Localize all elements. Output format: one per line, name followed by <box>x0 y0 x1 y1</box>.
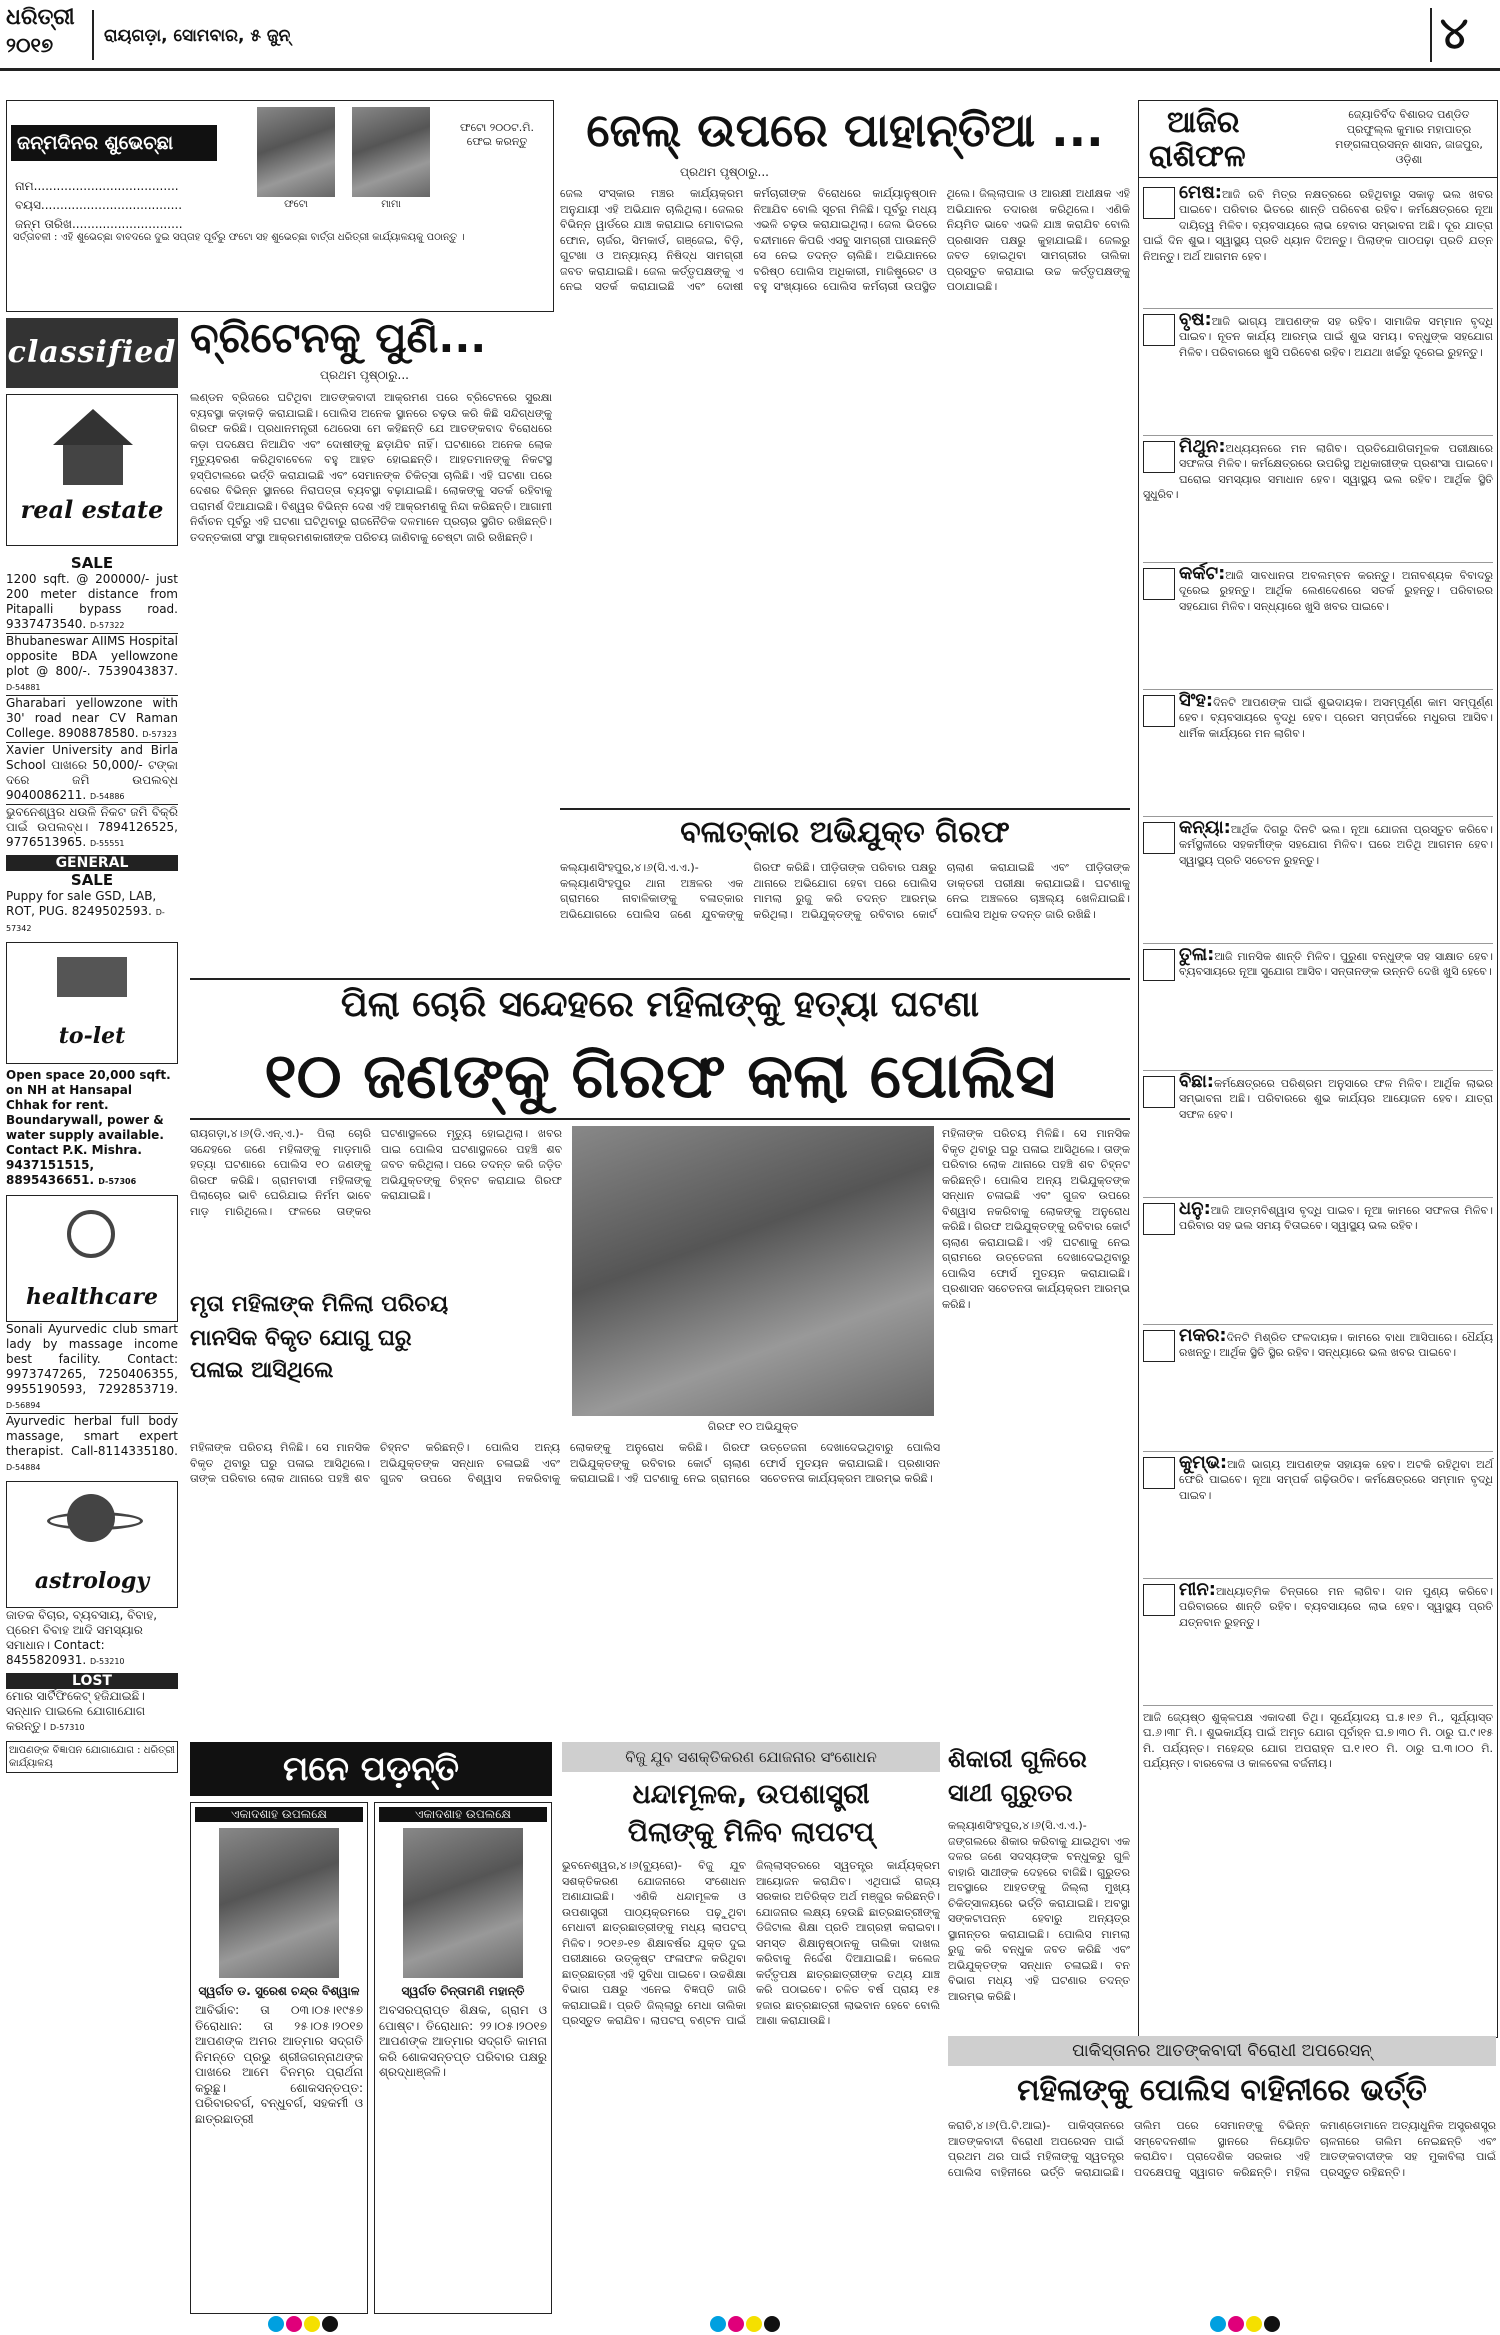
zodiac-name: ତୁଳା: <box>1179 944 1215 965</box>
zodiac-name: ଧନୁ: <box>1179 1198 1211 1219</box>
zodiac-name: ମେଷ: <box>1179 182 1222 203</box>
birthday-title: ଜନ୍ମଦିନର ଶୁଭେଚ୍ଛା <box>11 125 217 161</box>
photo-caption-2: ମାମା <box>381 199 401 210</box>
hunter-body: କଲ୍ୟାଣସିଂହପୁର,୪।୬(ସି.ଏ.ଏ.)- ଜଙ୍ଗଲରେ ଶିକାର କରିବାକୁ ଯାଇଥିବା ଏକ ଦଳର ଜଣେ ସଦସ୍ୟଙ୍କ ବନ୍ଧୁକରୁ ଗୁଳି ବାହାରି ସାଥୀଙ୍କ ଦେହରେ ବାଜିଛି। ଗୁରୁତର ଅବସ୍ଥାରେ ଆହତଙ୍କୁ ଜିଲ୍ଲା ମୁଖ୍ୟ ଚିକିତ୍ସାଳୟରେ ଭର୍ତ୍ତି କରାଯାଇଛି। ଅବସ୍ଥା ସଙ୍କଟାପନ୍ନ ହେବାରୁ ଅନ୍ୟତ୍ର ସ୍ଥାନାନ୍ତର କରାଯାଇଛି। ପୋଲିସ ମାମଲା ରୁଜୁ କରି ବନ୍ଧୁକ ଜବତ କରିଛି ଏବଂ ଅଭିଯୁକ୍ତଙ୍କ ସନ୍ଧାନ ଚଳାଇଛି। ବନ ବିଭାଗ ମଧ୍ୟ ଏହି ଘଟଣାର ତଦନ୍ତ ଆରମ୍ଭ କରିଛି। <box>948 1819 1130 2003</box>
zodiac-list <box>1139 178 1497 1776</box>
zodiac-symbol-icon <box>1143 441 1175 473</box>
classified-ad: ଭୁବନେଶ୍ୱର ଧଉଳି ନିକଟ ଜମି ବିକ୍ରି ପାଇଁ ଉପଲବ୍ଧ। 7894126525, 9776513965. D-55551 <box>6 805 178 849</box>
sale-heading-2: SALE <box>70 871 114 889</box>
mob-kicker: ପିଲା ଚୋରି ସନ୍ଦେହରେ ମହିଳାଙ୍କୁ ହତ୍ୟା ଘଟଣା <box>340 984 980 1025</box>
zodiac-name: ବୃଷ: <box>1179 309 1212 330</box>
sale-heading: SALE <box>70 554 114 572</box>
cyan-mark <box>710 2316 726 2332</box>
zodiac-text: ଦିନଟି ମିଶ୍ରିତ ଫଳଦାୟକ। କାମରେ ବାଧା ଆସିପାରେ। ଧୈର୍ଯ୍ୟ ରଖନ୍ତୁ। ଆର୍ଥିକ ସ୍ଥିତି ସ୍ଥିର ରହିବ। ସନ୍ଧ୍ୟାରେ ଭଲ ଖବର ପାଇବେ। <box>1179 1331 1493 1360</box>
birthday-box <box>6 100 554 312</box>
to-let-label: to-let <box>58 1023 126 1049</box>
zodiac-name: କର୍କଟ: <box>1179 563 1226 584</box>
zodiac-entry <box>1143 563 1493 690</box>
logo-text: ଧରିତ୍ରୀ <box>6 5 75 30</box>
zodiac-symbol-icon <box>1143 1584 1175 1616</box>
pak-headline: ମହିଳାଙ୍କୁ ପୋଲିସ ବାହିନୀରେ ଭର୍ତ୍ତି <box>1017 2073 1427 2108</box>
mob-subhead-2: ମାନସିକ ବିକୃତ ଯୋଗୁ ଘରୁ <box>190 1326 412 1351</box>
zodiac-entry <box>1143 182 1493 309</box>
birthday-terms: ସର୍ତ୍ତାବଳୀ : ଏହି ଶୁଭେଚ୍ଛା ବାବଦରେ ଦୁଇ ସପ୍ତାହ ପୂର୍ବରୁ ଫଟୋ ସହ ଶୁଭେଚ୍ଛା ବାର୍ତ୍ତା ଧରିତ୍ରୀ କାର୍ଯ୍ୟାଳୟକୁ ପଠାନ୍ତୁ । <box>13 232 465 243</box>
photo-caption: ଗିରଫ ୧୦ ଅଭିଯୁକ୍ତ <box>707 1420 799 1433</box>
black-mark <box>1264 2316 1280 2332</box>
age-field: ବୟସ..................................... <box>15 198 183 212</box>
classified-ad: Bhubaneswar AIIMS Hospital opposite BDA yellowzone plot @ 800/-. 7539043837. D-54881 <box>6 633 178 695</box>
laptop-kicker: ବିଜୁ ଯୁବ ସଶକ୍ତିକରଣ ଯୋଜନାର ସଂଶୋଧନ <box>562 1742 940 1772</box>
zodiac-name: ମୀନ: <box>1179 1579 1216 1600</box>
zodiac-entry <box>1143 436 1493 563</box>
zodiac-symbol-icon <box>1143 949 1175 981</box>
to-let-graphic <box>6 942 178 1064</box>
zodiac-symbol-icon <box>1143 187 1175 219</box>
real-estate-ads <box>6 572 178 851</box>
astrology-label: astrology <box>34 1568 150 1594</box>
pak-body: କରାଚି,୪।୬(ପି.ଟି.ଆଇ)- ପାକିସ୍ତାନରେ ଆତଙ୍କବାଦୀ ବିରୋଧୀ ଅପରେସନ ପାଇଁ ପ୍ରଥମ ଥର ପାଇଁ ମହିଳାଙ୍କୁ ସ୍ୱତନ୍ତ୍ର ପୋଲିସ ବାହିନୀରେ ଭର୍ତ୍ତି କରାଯାଇଛି। ତାଲିମ ପରେ ସେମାନଙ୍କୁ ବିଭିନ୍ନ ସମ୍ବେଦନଶୀଳ ସ୍ଥାନରେ ନିୟୋଜିତ କରାଯିବ। ପ୍ରାଦେଶିକ ସରକାର ଏହି ପଦକ୍ଷେପକୁ ସ୍ୱାଗତ କରିଛନ୍ତି। ମହିଳା କମାଣ୍ଡୋମାନେ ଅତ୍ୟାଧୁନିକ ଅସ୍ତ୍ରଶସ୍ତ୍ର ଚାଳନାରେ ତାଲିମ ନେଇଛନ୍ତି ଏବଂ ଆତଙ୍କବାଦୀଙ୍କ ସହ ମୁକାବିଲା ପାଇଁ ପ୍ରସ୍ତୁତ ରହିଛନ୍ତି। <box>948 2119 1496 2179</box>
page-number: ୪ <box>1440 8 1469 59</box>
rape-headline: ବଳାତ୍କାର ଅଭିଯୁକ୍ତ ଗିରଫ <box>680 815 1010 850</box>
rashifal-box <box>1138 100 1498 2038</box>
classified-column <box>6 318 178 2308</box>
zodiac-entry <box>1143 1579 1493 1706</box>
lost-heading: LOST <box>6 1673 178 1689</box>
classified-ad: Puppy for sale GSD, LAB, ROT, PUG. 8249502593. D-57342 <box>6 889 165 933</box>
classified-ad: ଜାତକ ବିଚାର, ବ୍ୟବସାୟ, ବିବାହ, ପ୍ରେମ ବିବାହ ଆଦି ସମସ୍ୟାର ସମାଧାନ। Contact: 8455820931. D-53210 <box>6 1608 158 1667</box>
classified-ad: Open space 20,000 sqft. on NH at Hansapal Chhak for rent. Boundarywall, power & water supply available. Contact P.K. Mishra. 9437151515, 8895436651. D-57306 <box>6 1068 171 1187</box>
zodiac-name: ବିଛା: <box>1179 1071 1214 1092</box>
memorial-card-1 <box>190 1802 368 2314</box>
zodiac-text: ଦିନଟି ଆପଣଙ୍କ ପାଇଁ ଶୁଭଦାୟକ। ଅସମ୍ପୂର୍ଣ୍ଣ କାମ ସମ୍ପୂର୍ଣ୍ଣ ହେବ। ବ୍ୟବସାୟରେ ବୃଦ୍ଧି ହେବ। ପ୍ରେମ ସମ୍ପର୍କରେ ମଧୁରତା ଆସିବ। ଧାର୍ମିକ କାର୍ଯ୍ୟରେ ମନ ଲାଗିବ। <box>1179 696 1493 740</box>
zodiac-entry <box>1143 1452 1493 1579</box>
dob-field: ଜନ୍ମ ତାରିଖ............................. <box>15 217 183 231</box>
zodiac-text: ଆଜି ଭାଗ୍ୟ ଆପଣଙ୍କ ସହ ରହିବ। ସାମାଜିକ ସମ୍ମାନ ବୃଦ୍ଧି ପାଇବ। ନୂତନ କାର୍ଯ୍ୟ ଆରମ୍ଭ ପାଇଁ ଶୁଭ ସମୟ। ବନ୍ଧୁଙ୍କ ସହଯୋଗ ମିଳିବ। ପରିବାରରେ ଖୁସି ପରିବେଶ ରହିବ। ଅଯଥା ଖର୍ଚ୍ଚରୁ ଦୂରେଇ ରୁହନ୍ତୁ। <box>1179 315 1493 359</box>
zodiac-entry <box>1143 1071 1493 1198</box>
zodiac-text: ଆଜି ସାବଧାନତା ଅବଲମ୍ବନ କରନ୍ତୁ। ଅନାବଶ୍ୟକ ବିବାଦରୁ ଦୂରେଇ ରୁହନ୍ତୁ। ଆର୍ଥିକ ଲେଣଦେଣରେ ସତର୍କ ରୁହନ୍ତୁ। ପରିବାରର ସହଯୋଗ ମିଳିବ। ସନ୍ଧ୍ୟାରେ ଖୁସି ଖବର ପାଇବେ। <box>1179 569 1493 613</box>
rashifal-title-1: ଆଜିର <box>1167 105 1240 140</box>
year-text: ୨୦୧୭ <box>6 33 54 57</box>
mob-headline: ୧୦ ଜଣଙ୍କୁ ଗିରଫ କଲା ପୋଲିସ <box>264 1039 1056 1112</box>
zodiac-entry <box>1143 1325 1493 1452</box>
zodiac-entry <box>1143 309 1493 436</box>
healthcare-label: healthcare <box>26 1284 158 1310</box>
memorial-name-1: ସ୍ୱର୍ଗତ ଡ. ସୁରେଶ ଚନ୍ଦ୍ର ବିଶ୍ୱାଳ <box>198 1984 360 1998</box>
laptop-headline-1: ଧନ୍ଦାମୂଳକ, ଉପଶାସ୍ତ୍ରୀ <box>632 1779 870 1810</box>
memorial-card-2 <box>374 1802 552 2314</box>
photo-caption-1: ଫଟୋ <box>284 199 308 210</box>
healthcare-graphic <box>6 1195 178 1322</box>
memorial-label: ଏକାଦଶାହ ଉପଲକ୍ଷେ <box>195 1807 363 1822</box>
yellow-mark <box>1246 2316 1262 2332</box>
memorial-text-1: ଆବିର୍ଭାବ: ତା ୦୩।୦୫।୧୯୫୭ ତିରୋଧାନ: ତା ୨୫।୦୫।୨୦୧୭ ଆପଣଙ୍କ ଅମର ଆତ୍ମାର ସଦ୍ଗତି ନିମନ୍ତେ ପ୍ରଭୁ ଶ୍ରୀଜଗନ୍ନାଥଙ୍କ ପାଖରେ ଆମେ ବିନମ୍ର ପ୍ରାର୍ଥନା କରୁଛୁ। ଶୋକସନ୍ତପ୍ତ: ପରିବାରବର୍ଗ, ବନ୍ଧୁବର୍ଗ, ସହକର୍ମୀ ଓ ଛାତ୍ରଛାତ୍ରୀ <box>195 2003 363 2126</box>
zodiac-symbol-icon <box>1143 1330 1175 1362</box>
zodiac-symbol-icon <box>1143 1076 1175 1108</box>
zodiac-text: ଆଜି ମାନସିକ ଶାନ୍ତି ମିଳିବ। ପୁରୁଣା ବନ୍ଧୁଙ୍କ ସହ ସାକ୍ଷାତ ହେବ। ବ୍ୟବସାୟରେ ନୂଆ ସୁଯୋଗ ଆସିବ। ସନ୍ତାନଙ୍କ ଉନ୍ନତି ଦେଖି ଖୁସି ହେବେ। <box>1179 950 1493 979</box>
cyan-mark <box>1210 2316 1226 2332</box>
mob-body-1b: ମହିଳାଙ୍କ ପରିଚୟ ମିଳିଛି। ସେ ମାନସିକ ବିକୃତ ଥିବାରୁ ଘରୁ ପଳାଇ ଆସିଥିଲେ। ତାଙ୍କ ପରିବାର ଲୋକ ଥାନାରେ ପହଞ୍ଚି ଶବ ଚିହ୍ନଟ କରିଛନ୍ତି। ପୋଲିସ ଅନ୍ୟ ଅଭିଯୁକ୍ତଙ୍କ ସନ୍ଧାନ ଚଳାଇଛି ଏବଂ ଗୁଜବ ଉପରେ ବିଶ୍ୱାସ ନକରିବାକୁ ଲୋକଙ୍କୁ ଅନୁରୋଧ କରିଛି। ଗିରଫ ଅଭିଯୁକ୍ତଙ୍କୁ ରବିବାର କୋର୍ଟ ଚାଲାଣ କରାଯାଇଛି। ଏହି ଘଟଣାକୁ ନେଇ ଗ୍ରାମରେ ଉତ୍ତେଜନା ଦେଖାଦେଇଥିବାରୁ ପୋଲିସ ଫୋର୍ସ ମୁତୟନ କରାଯାଇଛି। ପ୍ରଶାସନ ସଚେତନତା କାର୍ଯ୍ୟକ୍ରମ ଆରମ୍ଭ କରିଛି। <box>942 1127 1130 1311</box>
magenta-mark <box>1228 2316 1244 2332</box>
cyan-mark <box>268 2316 284 2332</box>
pak-kicker: ପାକିସ୍ତାନର ଆତଙ୍କବାଦୀ ବିରୋଧୀ ଅପରେସନ୍ <box>948 2036 1496 2066</box>
zodiac-name: ମିଥୁନ: <box>1179 436 1226 457</box>
mob-subhead-1: ମୃତା ମହିଳାଙ୍କ ମିଳିଲା ପରିଚୟ <box>190 1292 449 1317</box>
rashifal-title-2: ରାଶିଫଳ <box>1149 139 1246 174</box>
zodiac-symbol-icon <box>1143 1457 1175 1489</box>
zodiac-symbol-icon <box>1143 568 1175 600</box>
zodiac-symbol-icon <box>1143 695 1175 727</box>
portrait-photo-1 <box>219 1828 339 1978</box>
zodiac-name: ସିଂହ: <box>1179 690 1214 711</box>
real-estate-label: real estate <box>20 495 164 524</box>
black-mark <box>764 2316 780 2332</box>
zodiac-entry <box>1143 690 1493 817</box>
zodiac-entry <box>1143 1198 1493 1325</box>
classified-ad: Ayurvedic herbal full body massage, smart expert therapist. Call-8114335180. D-54884 <box>6 1413 178 1475</box>
zodiac-entry <box>1143 944 1493 1071</box>
zodiac-text: କର୍ମକ୍ଷେତ୍ରରେ ପରିଶ୍ରମ ଅନୁସାରେ ଫଳ ମିଳିବ। ଆର୍ଥିକ ଲାଭର ସମ୍ଭାବନା ଅଛି। ପରିବାରରେ ଶୁଭ କାର୍ଯ୍ୟର ଆୟୋଜନ ହେବ। ଯାତ୍ରା ସଫଳ ହେବ। <box>1179 1077 1493 1121</box>
zodiac-text: ଆର୍ଥିକ ଦିଗରୁ ଦିନଟି ଭଲ। ନୂଆ ଯୋଜନା ପ୍ରସ୍ତୁତ କରିବେ। କର୍ମସ୍ଥଳୀରେ ସହକର୍ମୀଙ୍କ ସହଯୋଗ ମିଳିବ। ଘରେ ଅତିଥି ଆଗମନ ହେବ। ସ୍ୱାସ୍ଥ୍ୟ ପ୍ରତି ସଚେତନ ରୁହନ୍ତୁ। <box>1179 823 1493 867</box>
hunter-headline-2: ସାଥୀ ଗୁରୁତର <box>948 1779 1073 1807</box>
memorial-banner: ମନେ ପଡ଼ନ୍ତି <box>190 1742 552 1796</box>
rashifal-byline: ଜ୍ୟୋତିର୍ବିଦ ବିଶାରଦ ପଣ୍ଡିତ ପ୍ରଫୁଲ୍ଲ କୁମାର ମହାପାତ୍ର ମଙ୍ଗଳାପ୍ରସନ୍ନ ଶାସନ, ଜାଜପୁର, ଓଡ଼ିଶା <box>1335 108 1483 166</box>
astrology-graphic <box>6 1481 178 1608</box>
real-estate-graphic <box>6 394 178 546</box>
zodiac-symbol-icon <box>1143 314 1175 346</box>
black-mark <box>322 2316 338 2332</box>
print-marks <box>0 2316 1500 2335</box>
zodiac-text: ଅଧ୍ୟୟନରେ ମନ ଲାଗିବ। ପ୍ରତିଯୋଗିତାମୂଳକ ପରୀକ୍ଷାରେ ସଫଳତା ମିଳିବ। କର୍ମକ୍ଷେତ୍ରରେ ଉପରିସ୍ଥ ଅଧିକାରୀଙ୍କ ପ୍ରଶଂସା ପାଇବେ। ଘରୋଇ ସମସ୍ୟାର ସମାଧାନ ହେବ। ସ୍ୱାସ୍ଥ୍ୟ ଭଲ ରହିବ। ଆର୍ଥିକ ସ୍ଥିତି ସୁଧୁରିବ। <box>1143 442 1493 502</box>
classified-ad: Xavier University and Birla School ପାଖରେ 50,000/- ଟଙ୍କା ଦରେ ଜମି ଉପଲବ୍ଧ 9040086211. D-54886 <box>6 743 178 802</box>
birthday-fields <box>15 177 183 234</box>
zodiac-entry <box>1143 817 1493 944</box>
classified-footer: ଆପଣଙ୍କ ବିଜ୍ଞାପନ ଯୋଗାଯୋଗ : ଧରିତ୍ରୀ କାର୍ଯ୍ୟାଳୟ <box>6 1741 178 1773</box>
classified-ad: Sonali Ayurvedic club smart lady by massage income best facility. Contact: 9973747265, 7250406355, 9955190593, 7292853719. D-56894 <box>6 1322 178 1410</box>
jail-body: ଜେଲ ସଂସ୍କାର ମଞ୍ଚର କାର୍ଯ୍ୟକ୍ରମ ଅନୁଯାୟୀ ଏହି ଅଭିଯାନ ଚାଲିଥିଲା। ଜେଲର ବିଭିନ୍ନ ୱାର୍ଡରେ ଯାଞ୍ଚ କରାଯାଇ ମୋବାଇଲ ଫୋନ, ଚାର୍ଜର, ସିମକାର୍ଡ, ଗଞ୍ଜେଇ, ବିଡ଼ି, ଗୁଟଖା ଓ ଅନ୍ୟାନ୍ୟ ନିଷିଦ୍ଧ ସାମଗ୍ରୀ ଜବତ କରାଯାଇଛି। ଜେଲ କର୍ତ୍ତୃପକ୍ଷଙ୍କୁ ଏ ନେଇ ସତର୍କ କରାଯାଇଛି ଏବଂ ଦୋଷୀ କର୍ମଚାରୀଙ୍କ ବିରୋଧରେ କାର୍ଯ୍ୟାନୁଷ୍ଠାନ ନିଆଯିବ ବୋଲି ସୂଚନା ମିଳିଛି। ପୂର୍ବରୁ ମଧ୍ୟ ଏଭଳି ଚଢ଼ଉ କରାଯାଇଥିଲା। ଜେଲ ଭିତରେ ବନ୍ଦୀମାନେ କିପରି ଏସବୁ ସାମଗ୍ରୀ ପାଉଛନ୍ତି ସେ ନେଇ ତଦନ୍ତ ଚାଲିଛି। ଅଭିଯାନରେ ବରିଷ୍ଠ ପୋଲିସ ଅଧିକାରୀ, ମାଜିଷ୍ଟ୍ରେଟ ଓ ବହୁ ସଂଖ୍ୟାରେ ପୋଲିସ କର୍ମଚାରୀ ଉପସ୍ଥିତ ଥିଲେ। ଜିଲ୍ଲାପାଳ ଓ ଆରକ୍ଷୀ ଅଧୀକ୍ଷକ ଏହି ଅଭିଯାନର ତଦାରଖ କରିଥିଲେ। ଏଣିକି ନିୟମିତ ଭାବେ ଏଭଳି ଯାଞ୍ଚ କରାଯିବ ବୋଲି ପ୍ରଶାସନ ପକ୍ଷରୁ କୁହାଯାଇଛି। ଜେଲରୁ ଜବତ ହୋଇଥିବା ସାମଗ୍ରୀର ତାଲିକା ପ୍ରସ୍ତୁତ କରାଯାଇ ଉଚ୍ଚ କର୍ତ୍ତୃପକ୍ଷଙ୍କୁ ପଠାଯାଇଛି। <box>560 187 1130 293</box>
zodiac-text: ଆଜି ଭାଗ୍ୟ ଆପଣଙ୍କ ସହାୟକ ହେବ। ଅଟକି ରହିଥିବା ଅର୍ଥ ଫେରି ପାଇବେ। ନୂଆ ସମ୍ପର୍କ ଗଢ଼ିଉଠିବ। କର୍ମକ୍ଷେତ୍ରରେ ସମ୍ମାନ ବୃଦ୍ଧି ପାଇବ। <box>1179 1458 1493 1502</box>
child-photo-2 <box>352 107 430 197</box>
britain-body: ଲଣ୍ଡନ ବ୍ରିଜରେ ଘଟିଥିବା ଆତଙ୍କବାଦୀ ଆକ୍ରମଣ ପରେ ବ୍ରିଟେନରେ ସୁରକ୍ଷା ବ୍ୟବସ୍ଥା କଡ଼ାକଡ଼ି କରାଯାଇଛି। ପୋଲିସ ଅନେକ ସ୍ଥାନରେ ଚଢ଼ଉ କରି କିଛି ସନ୍ଦିଗ୍ଧଙ୍କୁ ଗିରଫ କରିଛି। ପ୍ରଧାନମନ୍ତ୍ରୀ ଥେରେସା ମେ କହିଛନ୍ତି ଯେ ଆତଙ୍କବାଦ ବିରୋଧରେ କଡ଼ା ପଦକ୍ଷେପ ନିଆଯିବ ଏବଂ ଦୋଷୀଙ୍କୁ ଛଡ଼ାଯିବ ନାହିଁ। ଘଟଣାରେ ଅନେକ ଲୋକ ମୃତ୍ୟୁବରଣ କରିଥିବାବେଳେ ବହୁ ଆହତ ହୋଇଛନ୍ତି। ଆହତମାନଙ୍କୁ ନିକଟସ୍ଥ ହସ୍ପିଟାଲରେ ଭର୍ତ୍ତି କରାଯାଇଛି ଏବଂ ସେମାନଙ୍କ ଚିକିତ୍ସା ଚାଲିଛି। ଏହି ଘଟଣା ପରେ ଦେଶର ବିଭିନ୍ନ ସ୍ଥାନରେ ନିରାପତ୍ତା ବ୍ୟବସ୍ଥା ବଢ଼ାଯାଇଛି। ଲୋକଙ୍କୁ ସତର୍କ ରହିବାକୁ ପରାମର୍ଶ ଦିଆଯାଇଛି। ବିଶ୍ୱର ବିଭିନ୍ନ ଦେଶ ଏହି ଆକ୍ରମଣକୁ ନିନ୍ଦା କରିଛନ୍ତି। ଆଗାମୀ ନିର୍ବାଚନ ପୂର୍ବରୁ ଏହି ଘଟଣା ଘଟିଥିବାରୁ ରାଜନୈତିକ ଦଳମାନେ ପ୍ରଚାର ସ୍ଥଗିତ ରଖିଛନ୍ତି। ତଦନ୍ତକାରୀ ସଂସ୍ଥା ଆକ୍ରମଣକାରୀଙ୍କ ପରିଚୟ ଜାଣିବାକୁ ଚେଷ୍ଟା ଜାରି ରଖିଛନ୍ତି। <box>190 391 552 544</box>
classified-brand: classified <box>6 318 178 388</box>
hunter-headline-1: ଶିକାରୀ ଗୁଳିରେ <box>948 1745 1087 1773</box>
dateline: ରାୟଗଡ଼ା, ସୋମବାର, ୫ ଜୁନ୍ <box>104 26 291 46</box>
child-photo-1 <box>257 107 335 197</box>
zodiac-name: କନ୍ୟା: <box>1179 817 1231 838</box>
general-heading: GENERAL <box>6 855 178 871</box>
name-field: ନାମ...................................... <box>15 179 179 193</box>
classified-ad: ମୋର ସାର୍ଟିଫିକେଟ୍ ହଜିଯାଇଛି। ସନ୍ଧାନ ପାଇଲେ ଯୋଗାଯୋଗ କରନ୍ତୁ। D-57310 <box>6 1689 146 1733</box>
portrait-photo-2 <box>403 1828 523 1978</box>
zodiac-name: ମକର: <box>1179 1325 1227 1346</box>
yellow-mark <box>304 2316 320 2332</box>
classified-ad: 1200 sqft. @ 200000/- just 200 meter distance from Pitapalli bypass road. 9337473540. D-57322 <box>6 572 178 631</box>
memorial-label: ଏକାଦଶାହ ଉପଲକ୍ଷେ <box>379 1807 547 1822</box>
classified-ad: Gharabari yellowzone with 30' road near CV Raman College. 8908878580. D-57323 <box>6 696 178 740</box>
panchang-text: ଆଜି ଜ୍ୟେଷ୍ଠ ଶୁକ୍ଳପକ୍ଷ ଏକାଦଶୀ ତିଥି। ସୂର୍ଯ୍ୟୋଦୟ ଘ.୫।୧୬ ମି., ସୂର୍ଯ୍ୟାସ୍ତ ଘ.୬।୩୮ ମି.। ଶୁଭକାର୍ଯ୍ୟ ପାଇଁ ଅମୃତ ଯୋଗ ପୂର୍ବାହ୍ନ ଘ.୭।୩୦ ମି. ଠାରୁ ଘ.୯।୧୫ ମି. ପର୍ଯ୍ୟନ୍ତ। ମହେନ୍ଦ୍ର ଯୋଗ ଅପରାହ୍ନ ଘ.୧।୧୦ ମି. ଠାରୁ ଘ.୩।୦୦ ମି. ପର୍ଯ୍ୟନ୍ତ। ବାରବେଳା ଓ କାଳବେଳା ବର୍ଜନୀୟ। <box>1143 1711 1493 1771</box>
mob-subhead-3: ପଳାଇ ଆସିଥିଲେ <box>190 1358 334 1383</box>
healthcare-ads <box>6 1322 178 1475</box>
laptop-body: ଭୁବନେଶ୍ୱର,୪।୬(ବ୍ୟୁରୋ)- ବିଜୁ ଯୁବ ସଶକ୍ତିକରଣ ଯୋଜନାରେ ସଂଶୋଧନ ଅଣାଯାଇଛି। ଏଣିକି ଧନ୍ଦାମୂଳକ ଓ ଉପଶାସ୍ତ୍ରୀ ପାଠ୍ୟକ୍ରମରେ ପଢ଼ୁଥିବା ମେଧାବୀ ଛାତ୍ରଛାତ୍ରୀଙ୍କୁ ମଧ୍ୟ ଲାପଟପ୍ ମିଳିବ। ୨୦୧୬-୧୭ ଶିକ୍ଷାବର୍ଷର ଯୁକ୍ତ ଦୁଇ ପରୀକ୍ଷାରେ ଉତ୍କୃଷ୍ଟ ଫଳାଫଳ କରିଥିବା ଛାତ୍ରଛାତ୍ରୀ ଏହି ସୁବିଧା ପାଇବେ। ଉଚ୍ଚଶିକ୍ଷା ବିଭାଗ ପକ୍ଷରୁ ଏନେଇ ବିଜ୍ଞପ୍ତି ଜାରି କରାଯାଇଛି। ପ୍ରତି ଜିଲ୍ଲାରୁ ମେଧା ତାଲିକା ପ୍ରସ୍ତୁତ କରାଯିବ। ଲାପଟପ୍ ବଣ୍ଟନ ପାଇଁ ଜିଲ୍ଲାସ୍ତରରେ ସ୍ୱତନ୍ତ୍ର କାର୍ଯ୍ୟକ୍ରମ ଆୟୋଜନ କରାଯିବ। ଏଥିପାଇଁ ରାଜ୍ୟ ସରକାର ଅତିରିକ୍ତ ଅର୍ଥ ମଞ୍ଜୁର କରିଛନ୍ତି। ଯୋଜନାର ଲକ୍ଷ୍ୟ ହେଉଛି ଛାତ୍ରଛାତ୍ରୀଙ୍କୁ ଡିଜିଟାଲ ଶିକ୍ଷା ପ୍ରତି ଆଗ୍ରହୀ କରାଇବା। ସମସ୍ତ ଶିକ୍ଷାନୁଷ୍ଠାନକୁ ତାଲିକା ଦାଖଲ କରିବାକୁ ନିର୍ଦ୍ଦେଶ ଦିଆଯାଇଛି। କଲେଜ କର୍ତ୍ତୃପକ୍ଷ ଛାତ୍ରଛାତ୍ରୀଙ୍କ ତଥ୍ୟ ଯାଞ୍ଚ କରି ପଠାଇବେ। ଚଳିତ ବର୍ଷ ପ୍ରାୟ ୧୫ ହଜାର ଛାତ୍ରଛାତ୍ରୀ ଲାଭବାନ ହେବେ ବୋଲି ଆଶା କରାଯାଉଛି। <box>562 1859 940 2027</box>
britain-headline: ବ୍ରିଟେନକୁ ପୁଣି... <box>190 313 487 362</box>
masthead-logo <box>6 4 84 62</box>
arrested-accused-photo <box>572 1126 934 1416</box>
zodiac-symbol-icon <box>1143 1203 1175 1235</box>
yellow-mark <box>746 2316 762 2332</box>
zodiac-symbol-icon <box>1143 822 1175 854</box>
jail-headline: ଜେଲ୍ ଉପରେ ପାହାନ୍ତିଆ ... <box>586 103 1104 157</box>
mob-body-2: ମହିଳାଙ୍କ ପରିଚୟ ମିଳିଛି। ସେ ମାନସିକ ବିକୃତ ଥିବାରୁ ଘରୁ ପଳାଇ ଆସିଥିଲେ। ତାଙ୍କ ପରିବାର ଲୋକ ଥାନାରେ ପହଞ୍ଚି ଶବ ଚିହ୍ନଟ କରିଛନ୍ତି। ପୋଲିସ ଅନ୍ୟ ଅଭିଯୁକ୍ତଙ୍କ ସନ୍ଧାନ ଚଳାଇଛି ଏବଂ ଗୁଜବ ଉପରେ ବିଶ୍ୱାସ ନକରିବାକୁ ଲୋକଙ୍କୁ ଅନୁରୋଧ କରିଛି। ଗିରଫ ଅଭିଯୁକ୍ତଙ୍କୁ ରବିବାର କୋର୍ଟ ଚାଲାଣ କରାଯାଇଛି। ଏହି ଘଟଣାକୁ ନେଇ ଗ୍ରାମରେ ଉତ୍ତେଜନା ଦେଖାଦେଇଥିବାରୁ ପୋଲିସ ଫୋର୍ସ ମୁତୟନ କରାଯାଇଛି। ପ୍ରଶାସନ ସଚେତନତା କାର୍ଯ୍ୟକ୍ରମ ଆରମ୍ଭ କରିଛି। <box>190 1441 940 1485</box>
rape-body: କଲ୍ୟାଣସିଂହପୁର,୪।୬(ସି.ଏ.ଏ.)- କଲ୍ୟାଣସିଂହପୁର ଥାନା ଅଞ୍ଚଳର ଏକ ଗ୍ରାମରେ ନାବାଳିକାଙ୍କୁ ବଳାତ୍କାର ଅଭିଯୋଗରେ ପୋଲିସ ଜଣେ ଯୁବକଙ୍କୁ ଗିରଫ କରିଛି। ପୀଡ଼ିତାଙ୍କ ପରିବାର ପକ୍ଷରୁ ଥାନାରେ ଅଭିଯୋଗ ହେବା ପରେ ପୋଲିସ ମାମଲା ରୁଜୁ କରି ତଦନ୍ତ ଆରମ୍ଭ କରିଥିଲା। ଅଭିଯୁକ୍ତଙ୍କୁ ରବିବାର କୋର୍ଟ ଚାଲାଣ କରାଯାଇଛି ଏବଂ ପୀଡ଼ିତାଙ୍କ ଡାକ୍ତରୀ ପରୀକ୍ଷା କରାଯାଇଛି। ଘଟଣାକୁ ନେଇ ଅଞ୍ଚଳରେ ଚାଞ୍ଚଲ୍ୟ ଖେଳିଯାଇଛି। ପୋଲିସ ଅଧିକ ତଦନ୍ତ ଜାରି ରଖିଛି। <box>560 861 1130 921</box>
magenta-mark <box>286 2316 302 2332</box>
memorial-name-2: ସ୍ୱର୍ଗତ ଚିନ୍ତାମଣି ମହାନ୍ତି <box>401 1984 525 1998</box>
zodiac-text: ଆଧ୍ୟାତ୍ମିକ ଚିନ୍ତାରେ ମନ ଲାଗିବ। ଦାନ ପୁଣ୍ୟ କରିବେ। ପରିବାରରେ ଶାନ୍ତି ରହିବ। ବ୍ୟବସାୟରେ ଲାଭ ହେବ। ସ୍ୱାସ୍ଥ୍ୟ ପ୍ରତି ଯତ୍ନବାନ ରୁହନ୍ତୁ। <box>1179 1585 1493 1629</box>
memorial-section <box>190 1742 552 2322</box>
mob-body-1: ରାୟଗଡ଼ା,୪।୬(ଡି.ଏନ୍.ଏ.)- ପିଲା ଚୋରି ସନ୍ଦେହରେ ଜଣେ ମହିଳାଙ୍କୁ ମାଡ଼ମାରି ହତ୍ୟା ଘଟଣାରେ ପୋଲିସ ୧୦ ଜଣଙ୍କୁ ଗିରଫ କରିଛି। ଗ୍ରାମବାସୀ ମହିଳାଙ୍କୁ ପିଲାଚୋର ଭାବି ଘେରିଯାଇ ନିର୍ମମ ଭାବେ ମାଡ଼ ମାରିଥିଲେ। ଫଳରେ ତାଙ୍କର ଘଟଣାସ୍ଥଳରେ ମୃତ୍ୟୁ ହୋଇଥିଲା। ଖବର ପାଇ ପୋଲିସ ଘଟଣାସ୍ଥଳରେ ପହଞ୍ଚି ଶବ ଜବତ କରିଥିଲା। ପରେ ତଦନ୍ତ କରି ଜଡ଼ିତ ଅଭିଯୁକ୍ତଙ୍କୁ ଚିହ୍ନଟ କରାଯାଇ ଗିରଫ କରାଯାଇଛି। <box>190 1127 562 1218</box>
zodiac-text: ଆଜି ଆତ୍ମବିଶ୍ୱାସ ବୃଦ୍ଧି ପାଇବ। ନୂଆ କାମରେ ସଫଳତା ମିଳିବ। ପରିବାର ସହ ଭଲ ସମୟ ବିତାଇବେ। ସ୍ୱାସ୍ଥ୍ୟ ଭଲ ରହିବ। <box>1179 1204 1493 1233</box>
jail-continued: ପ୍ରଥମ ପୃଷ୍ଠାରୁ... <box>680 165 769 179</box>
memorial-text-2: ଅବସରପ୍ରାପ୍ତ ଶିକ୍ଷକ, ଗ୍ରାମ ଓ ପୋଷ୍ଟ। ତିରୋଧାନ: ୨୨।୦୫।୨୦୧୭ ଆପଣଙ୍କ ଆତ୍ମାର ସଦ୍ଗତି କାମନା କରି ଶୋକସନ୍ତପ୍ତ ପରିବାର ପକ୍ଷରୁ ଶ୍ରଦ୍ଧାଞ୍ଜଳି। <box>379 2003 547 2079</box>
zodiac-name: କୁମ୍ଭ: <box>1179 1452 1228 1473</box>
britain-continued: ପ୍ରଥମ ପୃଷ୍ଠାରୁ... <box>320 368 409 382</box>
laptop-headline-2: ପିଲାଙ୍କୁ ମିଳିବ ଲାପଟପ୍ <box>627 1817 875 1848</box>
zodiac-text: ଆଜି ରବି ମିତ୍ର ନକ୍ଷତ୍ରରେ ରହିଥିବାରୁ ସକାଳୁ ଭଲ ଖବର ପାଇବେ। ପରିବାର ଭିତରେ ଶାନ୍ତି ପରିବେଶ ରହିବ। କର୍ମକ୍ଷେତ୍ରରେ ନୂଆ ଦାୟିତ୍ୱ ମିଳିବ। ବ୍ୟବସାୟରେ ଲାଭ ହେବାର ସମ୍ଭାବନା ଅଛି। ଦୂର ଯାତ୍ରା ପାଇଁ ଦିନ ଶୁଭ। ସ୍ୱାସ୍ଥ୍ୟ ପ୍ରତି ଧ୍ୟାନ ଦିଅନ୍ତୁ। ପିଲାଙ୍କ ପାଠପଢ଼ା ପ୍ରତି ଯତ୍ନ ନିଅନ୍ତୁ। ଅର୍ଥ ଆଗମନ ହେବ। <box>1143 188 1493 263</box>
magenta-mark <box>728 2316 744 2332</box>
photo-note: ଫଟୋ ୨୦୦ଟ.ମି. ଫେଇ କରନ୍ତୁ <box>460 121 534 148</box>
